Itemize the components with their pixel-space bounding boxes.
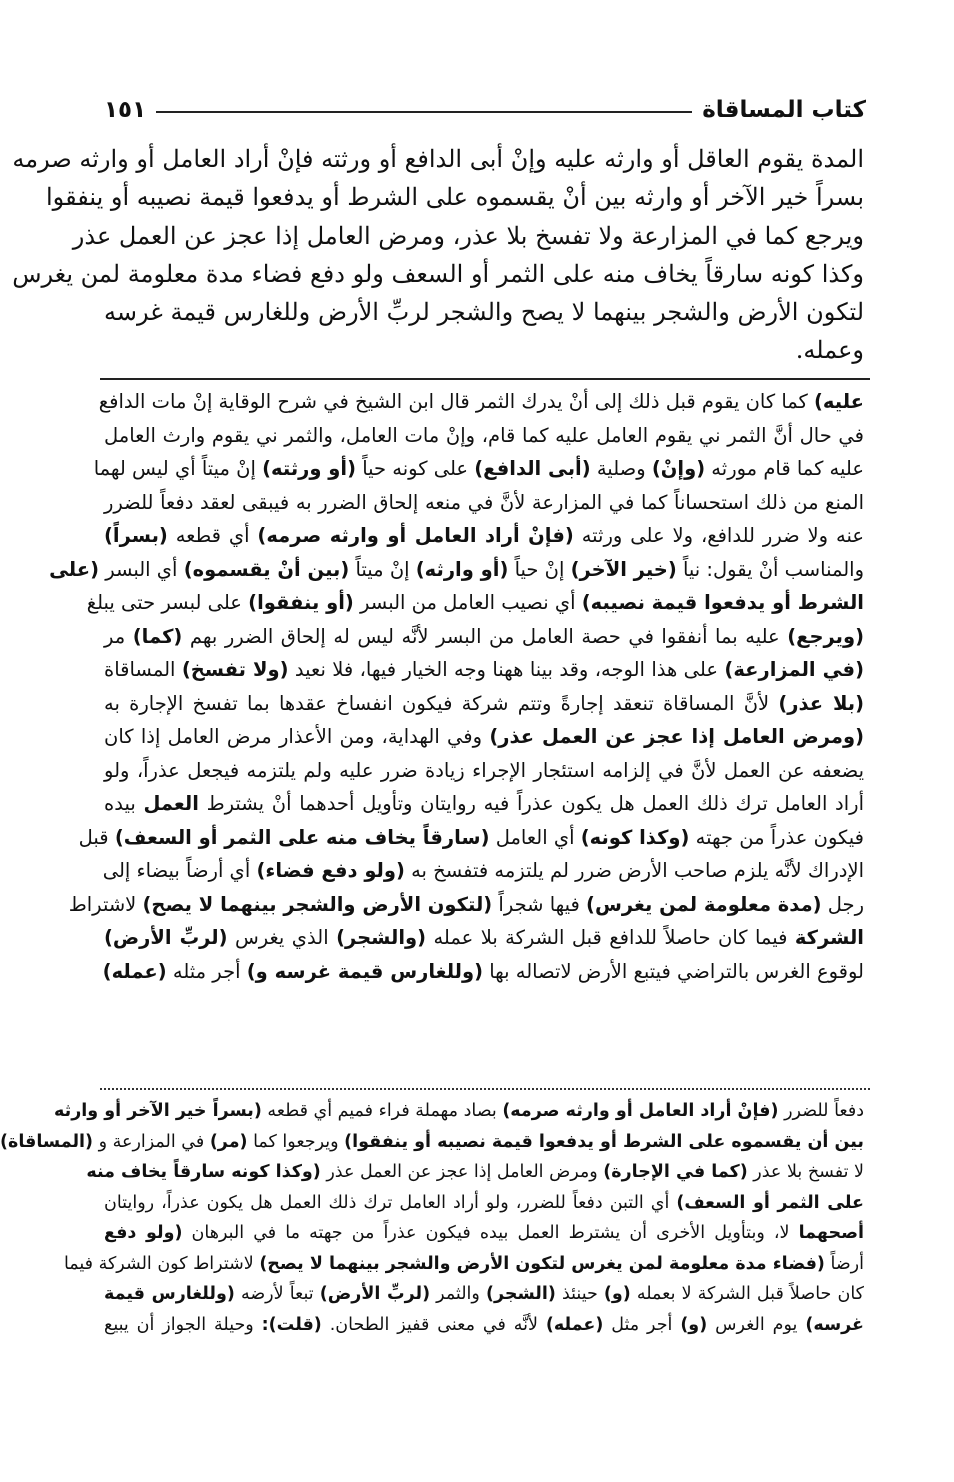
text-run: أجر مثله [166, 959, 247, 983]
text-run: أي أرضاً بيضاء إلى [102, 859, 257, 882]
main-line: المدة يقوم العاقل أو وارثه عليه وإنْ أبى الدافع أو ورثته فإنْ أراد العامل أو وارثه صرمه [12, 145, 864, 173]
commentary-line [104, 720, 864, 754]
bold-quote: الشرط أو يدفعوا قيمة نصيبه) [581, 591, 864, 614]
bold-quote: (قلت): [261, 1314, 322, 1335]
bold-quote: عليه) [814, 390, 864, 413]
text-run: مر [104, 624, 133, 648]
text-run: بيده [104, 792, 144, 815]
main-line: وكذا كونه سارقاً يخاف منه على الثمر أو السعف ولو دفع فضاء مدة معلومة لمن يغرس [12, 259, 864, 288]
bold-quote: (وإنْ) [651, 457, 706, 480]
gloss-line [104, 1218, 864, 1249]
bold-quote: (وكذا كونه) [580, 825, 690, 849]
commentary-line [104, 787, 864, 821]
text-run: وفي الهداية، ومن الأعذار مرض العامل إذا كان [104, 725, 490, 748]
text-run: إنْ حياً [508, 557, 571, 581]
header-rule [156, 111, 692, 113]
bold-quote: (فإنْ أراد العامل أو وارثه صرمه) [502, 1101, 779, 1121]
commentary-gloss-divider [100, 1088, 870, 1090]
main-text [12, 140, 864, 370]
gloss-line [104, 1279, 864, 1310]
bold-quote: الشركة [794, 926, 864, 949]
text-run: في حال أنَّ الثمر ني يقوم العامل عليه كما قام، وإنْ مات العامل، والثمر ني يقوم وارث العامل [104, 423, 864, 447]
bold-quote: (بلا عذر) [778, 691, 864, 715]
text-run: كما كان يقوم قبل ذلك إلى أنْ يدرك الثمر قال ابن الشيخ في شرح الوقاية إنْ مات الدافع [98, 390, 815, 413]
text-run: وصلية [590, 457, 652, 480]
bold-quote: (لربِّ الأرض) [104, 926, 228, 949]
page-number: ١٥١ [104, 97, 147, 123]
bold-quote: (الشجر) [485, 1284, 556, 1304]
gloss-line [0, 1127, 864, 1158]
bold-quote: (ولا تفسخ) [181, 658, 289, 681]
main-line: وعمله. [795, 336, 864, 365]
commentary-line [104, 620, 864, 654]
bold-quote: (لربِّ الأرض) [319, 1284, 431, 1304]
text-run: لأنَّ المساقاة تنعقد إجارةً وتتم شركة فيكون انفساخ عقدها بما تفسخ الإجارة به [104, 691, 779, 715]
commentary-line [104, 419, 864, 453]
text-run: ويرجعوا كما [247, 1131, 345, 1152]
bold-quote: العمل [143, 792, 199, 815]
main-line: بسراً خير الآخر أو وارثه بين أنْ يقسموه على الشرط أو يدفعوا قيمة نصيبه أو ينفقوا [46, 183, 864, 212]
commentary-line [93, 452, 864, 486]
bold-quote: بين أن يقسموه على الشرط أو يدفعوا قيمة نصيبه أو ينفقوا) [344, 1131, 864, 1152]
text-run: إنْ ميتاً [349, 557, 416, 581]
gloss-line [54, 1096, 864, 1127]
bold-quote: (على [49, 557, 99, 581]
bold-quote: غرسه) [805, 1314, 864, 1335]
commentary-line [104, 854, 864, 888]
bold-quote: (سارقاً يخاف منه على الثمر أو السعف) [114, 825, 490, 849]
commentary-line [78, 821, 864, 855]
text-run: أرضاً [824, 1253, 864, 1274]
commentary-line [104, 519, 864, 553]
text-run: على لبسر حتى يبلغ [86, 591, 249, 614]
text-run: والثمر [430, 1284, 486, 1304]
bold-quote: (أو وارثه) [415, 557, 509, 581]
bold-quote: (بسراً) [104, 524, 168, 547]
text-run: المنع من ذلك استحساناً كما في المزارعة لأنَّ في منعه إلحاق الضرر به فيبقى لعقد دفعاً للضرر [104, 490, 864, 514]
text-run: إنْ ميتاً أي ليس لهما [93, 457, 263, 480]
commentary-line [104, 653, 864, 687]
text-run: أي التبن دفعاً للضرر، ولو أراد العامل ترك ذلك العمل هل يكون عذراً، روايتان [104, 1192, 677, 1213]
text-run: الإدراك لأنَّه يلزم صاحب الأرض ضرر لم يلتزمه فتفسخ به [404, 859, 864, 882]
bold-quote: (و) [603, 1284, 631, 1304]
text-run: أي العامل [489, 825, 581, 849]
text-run: تبعاً لأرضه [234, 1284, 320, 1304]
text-run: في المزارعة و [93, 1131, 210, 1152]
text-run: أجر مثل [603, 1314, 681, 1335]
bold-quote: (عمله) [102, 959, 167, 983]
gloss-line [104, 1188, 864, 1219]
text-run: لوقوع الغرس بالتراضي فيتبع الأرض لاتصاله بها [483, 959, 864, 983]
bold-quote: (أو ينفقوا) [248, 591, 354, 614]
running-title: كتاب المساقاة [702, 97, 866, 123]
bold-quote: (ومرض العامل إذا عجز عن العمل عذر) [489, 725, 864, 748]
commentary-line [49, 553, 864, 587]
text-run: عليه بما أنفقوا في حصة العامل من البسر لأنَّه ليس له إلحاق الضرر بهم [182, 624, 788, 648]
text-run: فيما كان حاصلاً للدافع قبل الشركة بلا عمله [426, 926, 795, 949]
text-run: والمناسب أنْ يقول: نياً [676, 557, 864, 581]
bold-quote: (مدة معلومة لمن يغرس) [586, 892, 822, 916]
bold-quote: (كما) [132, 624, 183, 648]
text-run: عنه ولا ضرر للدافع، ولا على ورثته [573, 524, 864, 547]
bold-quote: (في المزارعة) [724, 658, 864, 681]
commentary-line [104, 754, 864, 788]
bold-quote: (بسراً خير الآخر أو وارثه [54, 1101, 262, 1121]
text-run: المساقاة [104, 658, 182, 681]
bold-quote: أصحهما [798, 1223, 864, 1243]
text-run: يوم الغرس [707, 1314, 806, 1335]
bold-quote: (كما في الإجارة) [603, 1162, 748, 1182]
text-run: أي نصيب العامل من البسر [353, 591, 582, 614]
commentary-line [68, 888, 864, 922]
bold-quote: (فضاء مدة معلومة لمن يغرس لتكون الأرض والشجر بينهما لا يصح) [259, 1253, 825, 1274]
text-run: بصاد مهملة فراء فميم أي قطعه [261, 1101, 503, 1121]
text-run: الذي يغرس [227, 926, 337, 949]
bold-quote: (والشجر) [336, 926, 427, 949]
text-run: ومرض العامل إذا عجز عن العمل عذر [320, 1162, 604, 1182]
bold-quote: (بين أنْ يقسموه) [183, 557, 350, 581]
bold-quote: (عمله) [545, 1314, 604, 1335]
bold-quote: (لتكون الأرض والشجر بينهما لا يصح) [142, 892, 493, 916]
text-run: أي البسر [99, 557, 184, 581]
bold-quote: (أو ورثته) [262, 457, 356, 480]
text-run: لاشتراط كون الشركة فيما [63, 1253, 260, 1274]
gloss-line [104, 1310, 864, 1341]
bold-quote: (وللغارس قيمة [104, 1284, 235, 1304]
bold-quote: (ويرجع) [787, 624, 864, 648]
text-run: لاشتراط [68, 892, 143, 916]
text-run: كان حاصلاً قبل الشركة لا بعمله [630, 1284, 864, 1304]
text-run: فيها شجراً [492, 892, 587, 916]
commentary-line [86, 586, 864, 620]
text-run: وحيلة الجواز أن يبيع [104, 1314, 262, 1335]
commentary [49, 385, 864, 988]
bold-quote: (مر) [209, 1131, 248, 1152]
bold-quote: (وللغارس قيمة غرسه و) [246, 959, 484, 983]
text-run: لا تفسخ بلا عذر [747, 1162, 864, 1182]
main-line: لتكون الأرض والشجر بينهما لا يصح والشجر لربِّ الأرض وللغارس قيمة غرسه [104, 298, 864, 327]
running-header [104, 90, 866, 130]
bold-quote: (المساقاة) [0, 1131, 94, 1152]
gloss [0, 1096, 864, 1340]
text-run: على هذا الوجه، وقد بينا ههنا وجه الخيار فيها، فلا نعيد [288, 658, 725, 681]
commentary-line [104, 955, 864, 989]
commentary-line [98, 385, 864, 419]
text-run: أي قطعه [167, 524, 258, 547]
bold-quote: (ولو دفع [104, 1223, 183, 1243]
text-run: يضعفه عن العمل لأنَّ في إلزامه استئجار الإجراء زيادة ضرر عليه ولم يلتزمه فيجعل عذراً، ولو [104, 758, 864, 782]
bold-quote: (وكذا كونه سارقاً يخاف منه [86, 1162, 321, 1182]
text-run: قبل [78, 825, 115, 849]
bold-quote: (و) [680, 1314, 708, 1335]
text-run: على كونه حياً [356, 457, 475, 480]
text-run: حينئذ [555, 1284, 604, 1304]
text-run: رجل [821, 892, 864, 916]
commentary-line [104, 921, 864, 955]
bold-quote: (فإنْ أراد العامل أو وارثه صرمه) [257, 524, 574, 547]
text-run: لا، وبتأويل الأخرى أن يشترط العمل بيده فيكون عذراً من جهته ما في البرهان [182, 1223, 799, 1243]
bold-quote: (خير الآخر) [570, 557, 677, 581]
bold-quote: (ولو دفع فضاء) [256, 859, 405, 882]
text-run: لأنَّه في معنى قفيز الطحان. [321, 1314, 546, 1335]
text-run: أراد العامل ترك ذلك العمل هل يكون عذراً فيه روايتان وتأويل أحدهما أنْ يشترط [198, 792, 864, 815]
main-line: ويرجع كما في المزارعة ولا تفسخ بلا عذر، ومرض العامل إذا عجز عن العمل عذر [72, 221, 864, 250]
text-run: فيكون عذراً من جهته [689, 825, 864, 849]
gloss-line [63, 1249, 864, 1280]
main-commentary-divider [100, 378, 870, 380]
gloss-line [86, 1157, 864, 1188]
text-run: دفعاً للضرر [778, 1101, 864, 1121]
bold-quote: على الثمر أو السعف) [676, 1192, 864, 1213]
text-run: عليه كما قام مورثه [705, 457, 864, 480]
commentary-line [104, 687, 864, 721]
commentary-line [104, 486, 864, 520]
bold-quote: (أبى الدافع) [474, 457, 591, 480]
